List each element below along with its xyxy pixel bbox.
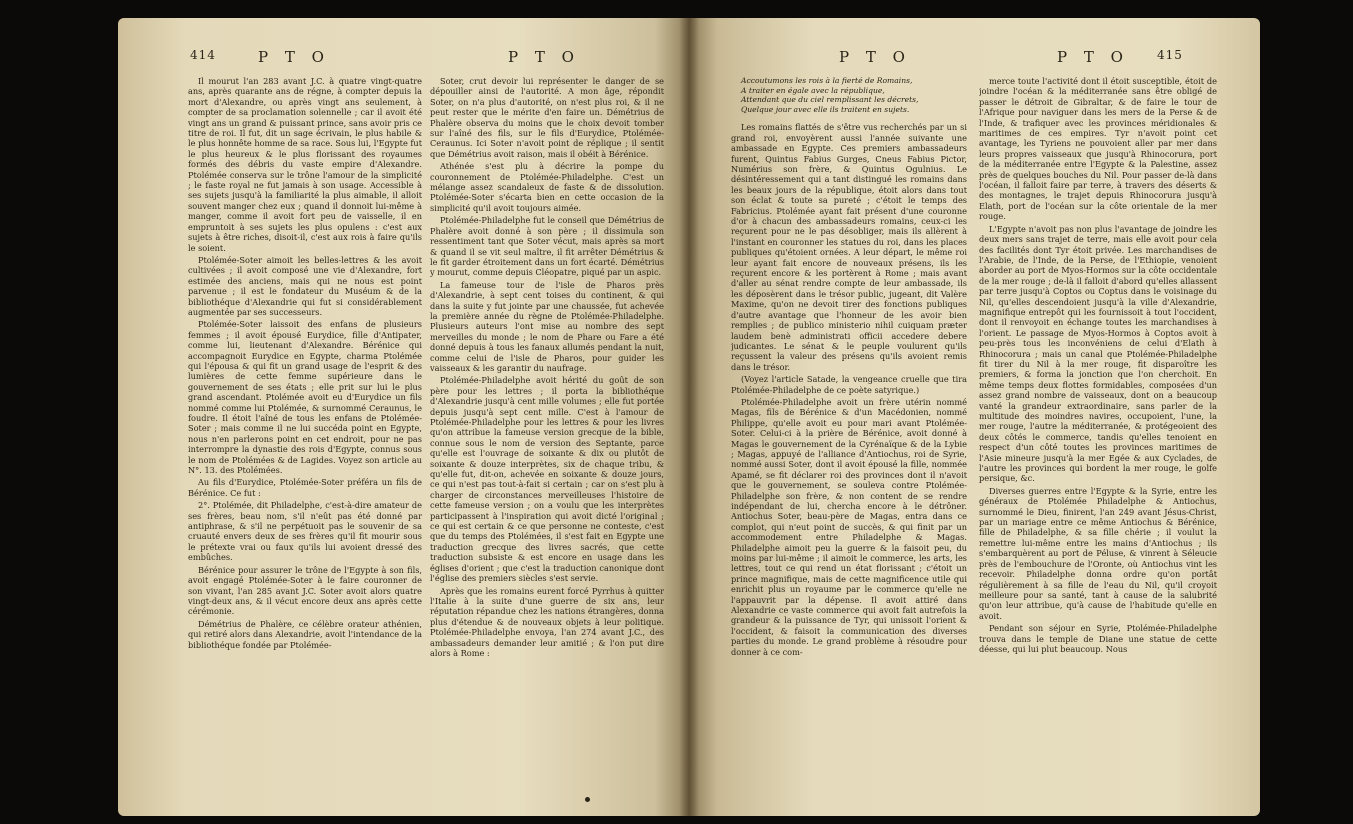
paragraph: Après que les romains eurent forcé Pyrrhus à quitter l'Italie à la suite d'une guerre de six ans, leur réputation répandue chez les nations étrangères, donna plus d'étendue & de nouveaux objets à leur politique. Ptolémée-Philadelphe envoya, l'an 274 avant J.C., des ambassadeurs demander leur amitié ; & l'on put dire alors à Rome : <box>430 585 664 658</box>
right-running-head-2: P T O <box>1057 48 1129 66</box>
verse-line: Accoutumons les rois à la fierté de Romains, <box>741 76 913 85</box>
paragraph: Ptolémée-Soter aimoit les belles-lettres & les avoit cultivées ; il avoit composé une vie d'Alexandre, fort estimée des anciens, mais qui ne nous est point parvenue ; il est le fondateur du Muséum & de la bibliothéque d'Alexandrie qui fut si considérablement augmentée par ses successeurs. <box>188 254 422 317</box>
ink-dot <box>585 797 590 802</box>
book-gutter <box>679 18 699 816</box>
paragraph: Diverses guerres entre l'Egypte & la Syrie, entre les généraux de Ptolémée Philadelphe & Antiochus, surnommé le Dieu, finirent, l'an 249 avant Jésus-Christ, par un mariage entre ce même Antiochus & Bérénice, fille de Philadelphe, & sa fille chérie ; il voulut la remettre lui-même entre les mains d'Antiochus ; ils s'embarquèrent au port de Péluse, & vinrent à Séleucie près de l'embouchure de l'Oronte, où Antiochus vint les recevoir. Philadelphe donna ordre qu'on portât régulièrement à sa fille de l'eau du Nil, qu'il croyoit meilleure pour sa santé, tant à cause de la salubrité qu'on leur attribue, qu'à cause de l'habitude qu'elle en avoit. <box>979 485 1217 621</box>
left-running-head: P T O <box>258 48 330 66</box>
paragraph: La fameuse tour de l'isle de Pharos près d'Alexandrie, à sept cent toises du continent, & qui dans la suite y fut jointe par une chaussée, fut achevée la première année du règne de Ptolémée-Philadelphe. Plusieurs auteurs l'ont mise au nombre des sept merveilles du monde ; le nom de Phare ou Fare a été donné depuis à tous les fanaux allumés pendant la nuit, comme celui de l'isle de Pharos, pour guider les vaisseaux & les garantir du naufrage. <box>430 279 664 373</box>
left-page-header <box>118 48 689 70</box>
book-spread <box>118 18 1260 816</box>
left-page-number: 414 <box>190 48 216 62</box>
paragraph: Il mourut l'an 283 avant J.C. à quatre vingt-quatre ans, après quarante ans de régne, à compter depuis la mort d'Alexandre, ou après vingt ans seulement, à compter de sa proclamation solennelle ; car il avoit été vingt ans un grand & puissant prince, sans avoir pris ce titre de roi. Il fut, dit un sage écrivain, le plus habile & le plus honnête homme de sa race. Sous lui, l'Egypte fut le plus heureux & le plus florissant des royaumes formés des débris du vaste empire d'Alexandre. Ptolémée conserva sur le trône l'amour de la simplicité ; le faste royal ne fut jamais à son usage. Accessible à ses sujets jusqu'à la familiarité la plus aimable, il alloit souvent manger chez eux ; quand il donnoit lui-même à manger, comme il avoit fort peu de vaisselle, il en empruntoit à ses sujets les plus opulens : c'est aux sujets à être riches, disoit-il, c'est aux rois à faire qu'ils le soient. <box>188 76 422 253</box>
paragraph: Ptolémée-Philadelphe avoit hérité du goût de son père pour les lettres ; il porta la bibliothéque d'Alexandrie jusqu'à cent mille volumes ; elle fut portée depuis jusqu'à sept cent mille. C'est à l'amour de Ptolémée-Philadelphe pour les lettres & pour les livres qu'on attribue la fameuse version grecque de la bible, connue sous le nom de version des Septante, parce qu'elle est l'ouvrage de soixante & dix ou plutôt de soixante & douze interprètes, six de chaque tribu, & qu'elle fut, dit-on, achevée en soixante & douze jours, ce qui n'est pas tout-à-fait si certain ; car on s'est plu à charger de circonstances merveilleuses l'histoire de cette fameuse version ; on a voulu que les interprètes participassent à l'inspiration qui avoit dicté l'original ; ce qui est certain & ce que personne ne conteste, c'est que du temps des Ptolémées, il s'est fait en Egypte une traduction grecque des livres sacrés, que cette traduction subsiste & est encore en usage dans les églises d'orient ; que c'est la traduction canonique dont l'église des premiers siècles s'est servie. <box>430 375 664 584</box>
right-running-head: P T O <box>839 48 911 66</box>
paragraph: Ptolémée-Philadelphe avoit un frère utérin nommé Magas, fils de Bérénice & d'un Macédonien, nommé Philippe, qu'elle avoit eu pour mari avant Ptolémée-Soter. Celui-ci à la prière de Bérénice, avoit donné à Magas le gouvernement de la Cyrénaïque & de la Lybie ; Magas, appuyé de l'alliance d'Antiochus, roi de Syrie, nommé aussi Soter, dont il avoit épousé la fille, nommée Apamé, se fit déclarer roi des provinces dont il n'avoit que le gouvernement, se souleva contre Ptolémée-Philadelphe son frère, & non content de se rendre indépendant de lui, chercha encore à le détrôner. Antiochus Soter, beau-père de Magas, entra dans ce complot, qui n'eut point de succès, & qui finit par un accommodement entre Philadelphe & Magas. Philadelphe aimoit peu la guerre & la faisoit peu, du moins par lui-même ; il aimoit le commerce, les arts, les lettres, tout ce qui rend un état florissant ; c'étoit un prince magnifique, mais de cette magnificence utile qui enrichit plus un royaume par le commerce qu'elle ne l'appauvrit par la dépense. Il avoit attiré dans Alexandrie ce vaste commerce qui avoit fait autrefois la grandeur & la puissance de Tyr, qui unissoit l'orient & l'occident, & faisoit la communication des diverses parties du monde. Le grand problème à résoudre pour donner à ce com- <box>731 396 967 657</box>
paragraph: Démétrius de Phalère, ce célèbre orateur athénien, qui retiré alors dans Alexandrie, avoit l'intendance de la bibliothéque fondée par Ptolémée- <box>188 618 422 650</box>
paragraph: Ptolémée-Soter laissoit des enfans de plusieurs femmes ; il avoit épousé Eurydice, fille d'Antipater, comme lui, lieutenant d'Alexandre. Bérénice qui accompagnoit Eurydice en Egypte, charma Ptolémée qui l'épousa & qui fit un grand usage de l'esprit & des lumières de cette femme supérieure dans le gouvernement de ses états ; elle prit sur lui le plus grand ascendant. Ptolémée avoit eu d'Eurydice un fils nommé comme lui Ptolémée, & surnommé Ceraunus, le foudre. Il étoit l'aîné de tous les enfans de Ptolémée-Soter ; mais comme il ne lui succéda point en Egypte, nous n'en parlerons point en cet endroit, pour ne pas interrompre la dynastie des rois d'Egypte, connus sous le nom de Ptolémées & de Lagides. Voyez son article au N°. 13. des Ptolémées. <box>188 319 422 476</box>
right-page-number: 415 <box>1157 48 1183 62</box>
paragraph: L'Egypte n'avoit pas non plus l'avantage de joindre les deux mers sans trajet de terre, mais elle avoit pour cela des facilités dont Tyr étoit privée. Les marchandises de l'Arabie, de l'Inde, de la Perse, de l'Ethiopie, venoient aborder au port de Myos-Hormos sur la côte occidentale de la mer rouge ; de-là il falloit d'abord qu'elles allassent par terre jusqu'à Coptos ou Coptus dans le voisinage du Nil, qu'elles descendoient jusqu'à la ville d'Alexandrie, magnifique entrepôt qui les fournissoit à tout l'occident, dont il renvoyoit en échange toutes les marchandises à l'orient. Le passage de Myos-Hormos à Coptos avoit à peu-près tous les inconvéniens de celui d'Elath à Rhinocorura ; mais un canal que Ptolémée-Philadelphe fit tirer du Nil à la mer rouge, fit disparoître les premiers, & forma la jonction que l'on cherchoit. En même temps deux flottes formidables, composées d'un assez grand nombre de vaisseaux, dont on a beaucoup vanté la grandeur extraordinaire, sans parler de la multitude des moindres navires, occupoient, l'une, la mer rouge, l'autre la méditerranée, & protégeoient des deux côtés le commerce, tandis qu'elles tenoient en respect d'un côté toutes les provinces maritimes de l'Asie mineure jusqu'à la mer Egée & aux Cyclades, de l'autre les provinces qui bordent la mer rouge, le golfe persique, &c. <box>979 223 1217 484</box>
right-column-1 <box>731 76 967 796</box>
paragraph: (Voyez l'article Satade, la vengeance cruelle que tira Ptolémée-Philadelphe de ce poète satyrique.) <box>731 374 967 395</box>
left-page <box>118 18 689 816</box>
paragraph: Ptolémée-Philadelphe fut le conseil que Démétrius de Phalère avoit donné à son père ; il dissimula son ressentiment tant que Soter vécut, mais après sa mort & quand il se vit seul maître, il fit arrêter Démétrius & le fit garder étroitement dans un fort écarté. Démétrius y mourut, comme depuis Cléopatre, piqué par un aspic. <box>430 215 664 278</box>
right-page-header <box>689 48 1260 70</box>
paragraph: Soter, crut devoir lui représenter le danger de se dépouiller ainsi de l'autorité. A mon âge, répondit Soter, on n'a plus d'autorité, on n'est plus roi, & il ne peut rester que le mérite d'en faire un. Démétrius de Phalère observa du moins que le choix devoit tomber sur l'aîné des fils, sur le fils d'Eurydice, Ptolémée-Ceraunus. Ici Soter n'avoit point de réplique ; il sentit que Démétrius avoit raison, mais il obéit à Bérénice. <box>430 76 664 159</box>
verse-line: A traiter en égale avec la république, <box>741 85 885 95</box>
verse-line: Attendant que du ciel remplissant les décrets, <box>741 95 919 105</box>
left-running-head-2: P T O <box>508 48 580 66</box>
verse-line: Quelque jour avec elle ils traitent en sujets. <box>741 104 910 114</box>
right-column-2 <box>979 76 1217 796</box>
left-column-1 <box>188 76 422 796</box>
paragraph: merce toute l'activité dont il étoit susceptible, étoit de joindre l'océan & la méditerranée sans être obligé de passer le détroit de Gibraltar, & de faire le tour de l'Afrique pour naviguer dans les mers de la Perse & de l'Inde, & trafiquer avec les provinces méridionales & maritimes de ces empires. Tyr n'avoit point cet avantage, les Tyriens ne pouvoient aller par mer dans leurs propres vaisseaux que jusqu'à Rhinocorura, port de la méditerranée entre l'Egypte & la Palestine, assez près de quelques bouches du Nil. Pour passer de-là dans l'océan, il falloit faire par terre, à travers des déserts & des montagnes, le trajet depuis Rhinocorura jusqu'à Elath, port de l'océan sur la côte orientale de la mer rouge. <box>979 76 1217 222</box>
paragraph: Les romains flattés de s'être vus recherchés par un si grand roi, envoyèrent aussi l'année suivante une ambassade en Egypte. Ces premiers ambassadeurs furent, Quintus Fabius Gurges, Cneus Fabius Pictor, Numérius son frère, & Quintus Ogulnius. Le désintéressement qui a tant distingué les romains dans les beaux jours de la république, étoit alors dans tout son éclat & toute sa pureté ; c'étoit le temps des Fabricius. Ptolémée ayant fait présent d'une couronne d'or à chacun des ambassadeurs romains, ceux-ci les reçurent pour ne le pas désobliger, mais ils allèrent à l'instant en couronner les statues du roi, dans les places publiques qu'étoient ornées. A leur départ, le même roi leur ayant fait encore de nouveaux présens, ils les reçurent encore & les portèrent à Rome ; mais avant d'aller au sénat rendre compte de leur ambassade, ils les déposèrent dans le trésor public, jugeant, dit Valère Maxime, qu'on ne devoit tirer des fonctions publiques d'autre avantage que l'honneur de les avoir bien remplies ; de publico ministerio nihil cuiquam præter laudem benè administrati officii accedere debere judicantes. Le sénat & le peuple voulurent qu'ils reçussent la valeur des présens qu'ils avoient remis dans le trésor. <box>731 122 967 372</box>
right-page <box>689 18 1260 816</box>
paragraph: Pendant son séjour en Syrie, Ptolémée-Philadelphe trouva dans le temple de Diane une statue de cette déesse, qui lui plut beaucoup. Nous <box>979 623 1217 654</box>
paragraph: 2°. Ptolémée, dit Philadelphe, c'est-à-dire amateur de ses frères, beau nom, s'il n'eût pas été donné par antiphrase, & s'il ne perpétuoit pas le souvenir de sa cruauté envers deux de ses frères qu'il fit mourir sous le prétexte vrai ou faux qu'ils lui avoient dressé des embûches. <box>188 500 422 563</box>
paragraph: Au fils d'Eurydice, Ptolémée-Soter préféra un fils de Bérénice. Ce fut : <box>188 477 422 498</box>
paragraph: Bérénice pour assurer le trône de l'Egypte à son fils, avoit engagé Ptolémée-Soter à le faire couronner de son vivant, l'an 285 avant J.C. Soter avoit alors quatre vingt-deux ans, & il vécut encore deux ans après cette cérémonie. <box>188 564 422 617</box>
left-column-2 <box>430 76 664 796</box>
verse-quote <box>741 76 967 114</box>
paragraph: Athénée s'est plu à décrire la pompe du couronnement de Ptolémée-Philadelphe. C'est un mélange assez scandaleux de faste & de dissolution. Ptolémée-Soter s'écarta bien en cette occasion de la simplicité qu'il avoit toujours aimée. <box>430 161 664 213</box>
